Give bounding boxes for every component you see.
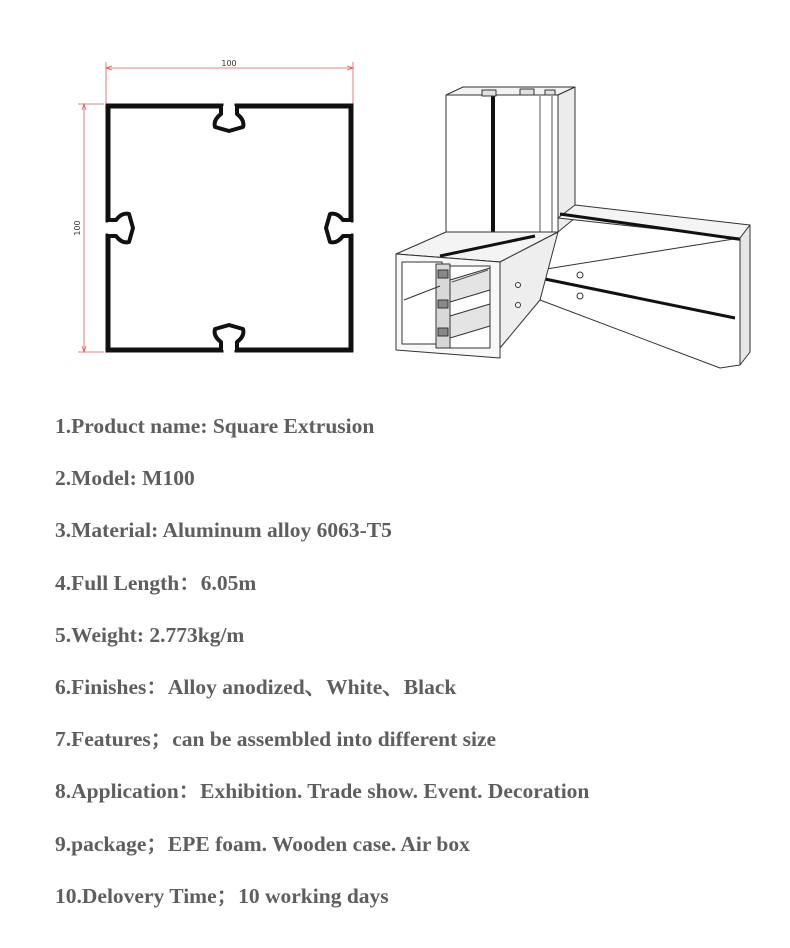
profile-outer-wall: [108, 106, 351, 350]
spec-package: 9.package；EPE foam. Wooden case. Air box: [55, 831, 470, 856]
spec-list: [55, 408, 589, 930]
spec-finishes: 6.Finishes：Alloy anodized、White、Black: [55, 674, 457, 699]
spec-weight: 5.Weight: 2.773kg/m: [55, 622, 245, 647]
spec-model: 2.Model: M100: [55, 466, 195, 491]
product-drawings: [0, 0, 790, 390]
spec-product-name: 1.Product name: Square Extrusion: [55, 414, 375, 438]
width-dimension-label: 100: [221, 59, 237, 68]
spec-features: 7.Features；can be assembled into different size: [55, 727, 497, 752]
post-top-face: [446, 87, 575, 95]
height-dimension-label: 100: [73, 220, 82, 236]
profile-cross-section: [73, 59, 354, 353]
spec-application: 8.Application：Exhibition. Trade show. Event. Decoration: [55, 779, 590, 804]
profile-slots: [108, 106, 351, 350]
spec-delivery-time: 10.Delovery Time；10 working days: [55, 883, 389, 908]
spec-full-length: 4.Full Length：6.05m: [55, 570, 257, 595]
t-joint-render: [396, 87, 750, 368]
spec-material: 3.Material: Aluminum alloy 6063-T5: [55, 518, 392, 543]
